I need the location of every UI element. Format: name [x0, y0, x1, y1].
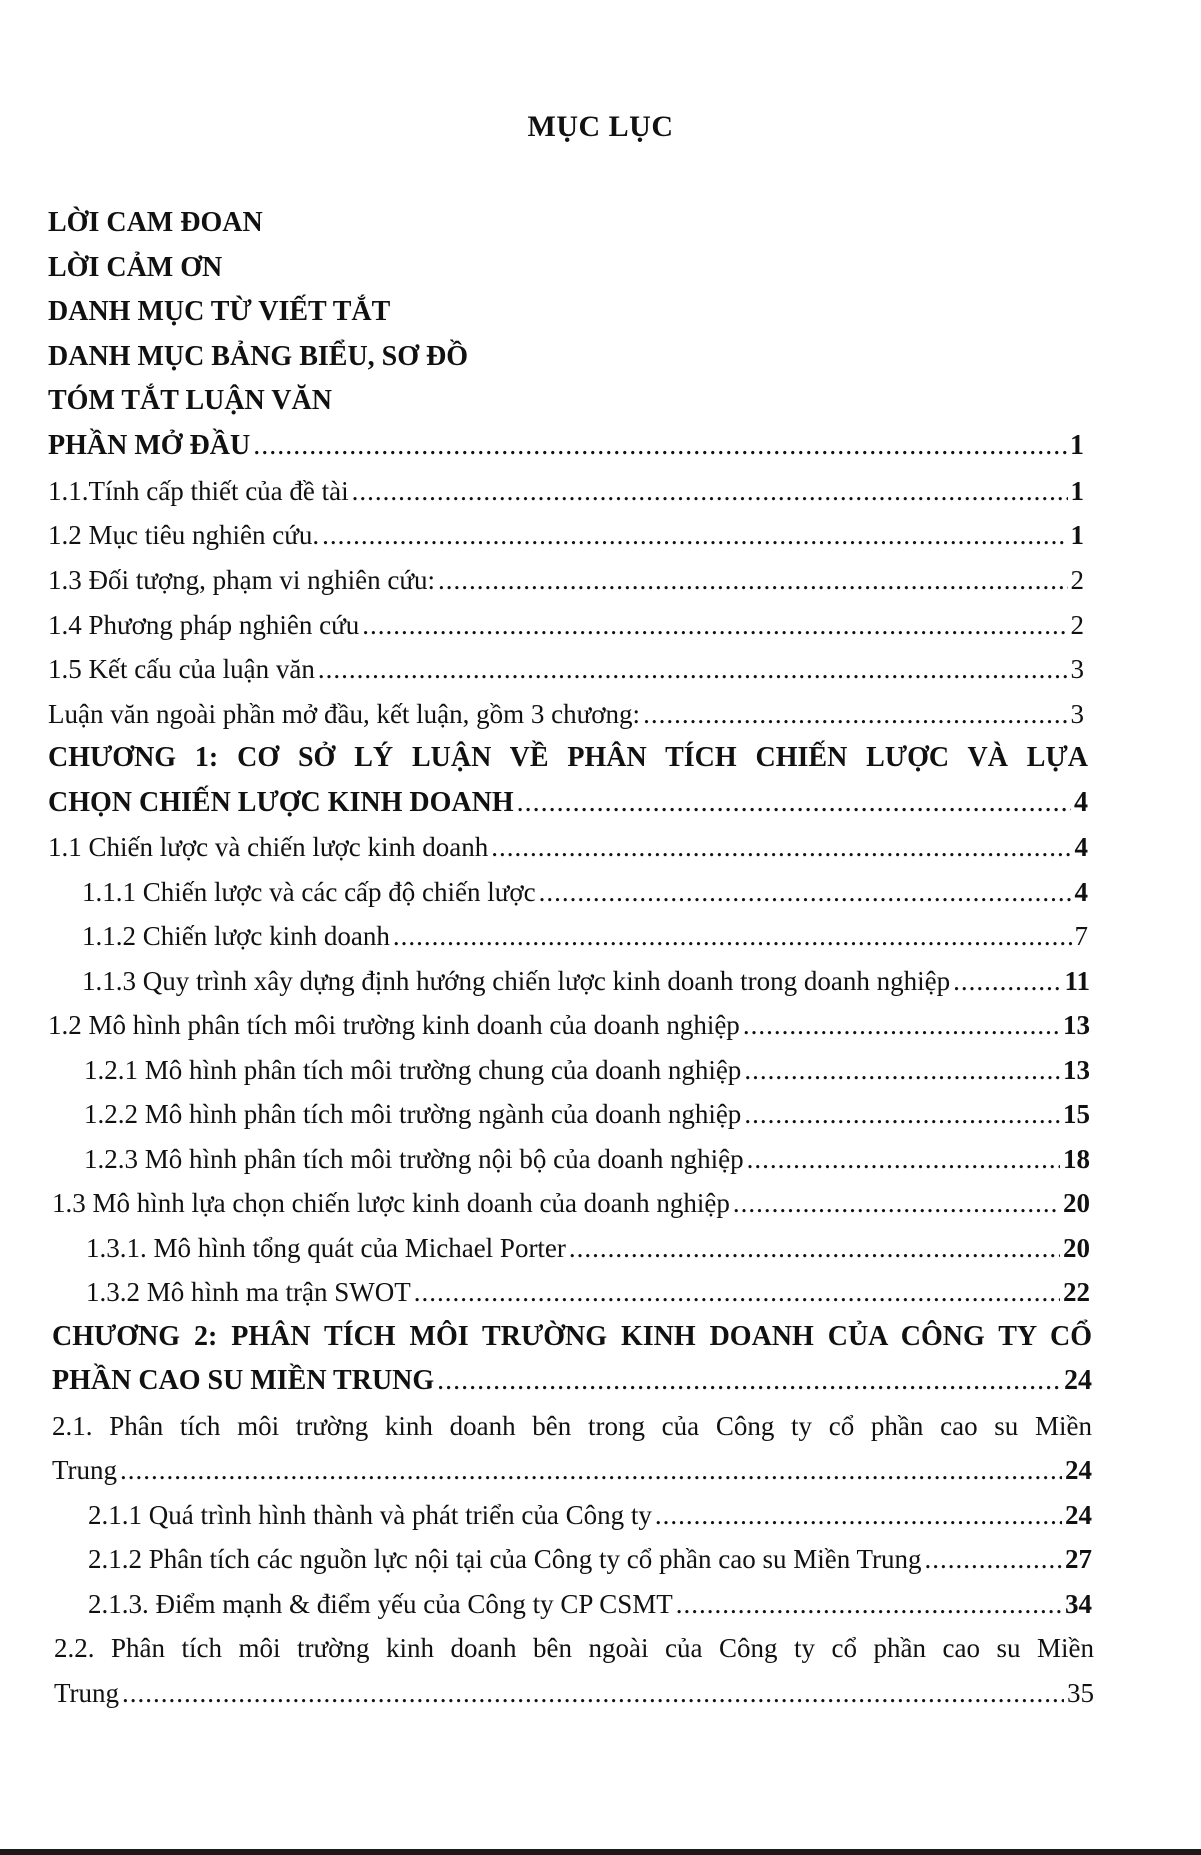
toc-entry-text: 1.3 Mô hình lựa chọn chiến lược kinh doanh của doanh nghiệp: [52, 1188, 730, 1218]
toc-entry-text: 1.3.2 Mô hình ma trận SWOT: [86, 1277, 411, 1307]
toc-entry-1-3-1[interactable]: [86, 1230, 1090, 1266]
toc-entry-1-4[interactable]: [48, 607, 1084, 643]
toc-entry-2-1-cont[interactable]: [52, 1452, 1092, 1488]
toc-entry-text: 1.2 Mục tiêu nghiên cứu.: [48, 520, 320, 550]
toc-page-number: 15: [1063, 1099, 1090, 1129]
toc-entry-text: TÓM TẮT LUẬN VĂN: [48, 385, 332, 416]
toc-entry-1-5[interactable]: [48, 651, 1084, 687]
toc-entry-text: PHẦN MỞ ĐẦU: [48, 430, 251, 461]
toc-entry-text: 1.1 Chiến lược và chiến lược kinh doanh: [48, 832, 489, 862]
toc-leader-dots: [414, 1274, 1060, 1310]
toc-entry-text: 1.3 Đối tượng, phạm vi nghiên cứu:: [48, 565, 436, 595]
toc-entry-loi-cam-doan[interactable]: [48, 205, 263, 241]
toc-leader-dots: [318, 651, 1068, 687]
toc-chapter-2-heading-cont[interactable]: [52, 1363, 1092, 1399]
toc-entry-text: LỜI CẢM ƠN: [48, 252, 223, 283]
toc-entry-1-2-3[interactable]: [84, 1141, 1090, 1177]
toc-entry-1-2-2[interactable]: [84, 1096, 1090, 1132]
toc-leader-dots: [655, 1497, 1062, 1533]
toc-leader-dots: [953, 963, 1061, 999]
toc-leader-dots: [120, 1452, 1062, 1488]
toc-leader-dots: [253, 428, 1067, 464]
toc-leader-dots: [747, 1141, 1060, 1177]
toc-entry-2-1-2[interactable]: [88, 1541, 1092, 1577]
toc-leader-dots: [925, 1541, 1062, 1577]
toc-page-number: 27: [1065, 1544, 1092, 1574]
toc-page-number: 1: [1070, 430, 1084, 461]
toc-entry-text: 2.1.3. Điểm mạnh & điểm yếu của Công ty CP CSMT: [88, 1589, 673, 1619]
toc-leader-dots: [393, 918, 1072, 954]
toc-entry-1-2-mo-hinh[interactable]: [48, 1007, 1090, 1043]
toc-page-number: 3: [1070, 654, 1084, 684]
toc-entry-2-2-cont[interactable]: [54, 1675, 1094, 1711]
toc-entry-text: DANH MỤC TỪ VIẾT TẮT: [48, 296, 391, 327]
toc-entry-text: 1.1.3 Quy trình xây dựng định hướng chiến lược kinh doanh trong doanh nghiệp: [82, 966, 951, 996]
toc-page-number: 20: [1063, 1233, 1090, 1263]
toc-entry-2-1-1[interactable]: [88, 1497, 1092, 1533]
toc-entry-text: Trung: [54, 1678, 120, 1708]
toc-entry-loi-cam-on[interactable]: [48, 250, 222, 286]
toc-page-number: 4: [1074, 787, 1088, 818]
toc-entry-1-3-2[interactable]: [86, 1274, 1090, 1310]
toc-leader-dots: [352, 473, 1068, 509]
toc-entry-1-1-3[interactable]: [82, 963, 1090, 999]
toc-page-number: 3: [1070, 699, 1084, 729]
toc-entry-text: 1.2 Mô hình phân tích môi trường kinh doanh của doanh nghiệp: [48, 1010, 740, 1040]
toc-entry-text: 1.5 Kết cấu của luận văn: [48, 654, 315, 684]
toc-entry-2-1-3[interactable]: [88, 1586, 1092, 1622]
toc-entry-phan-mo-dau[interactable]: [48, 428, 1084, 464]
toc-entry-text: 2.1. Phân tích môi trường kinh doanh bên trong của Công ty cổ phần cao su Miền: [52, 1411, 1092, 1441]
toc-entry-ket-cau-3-chuong[interactable]: [48, 696, 1084, 732]
toc-leader-dots: [744, 1096, 1060, 1132]
toc-entry-text: 2.1.2 Phân tích các nguồn lực nội tại của Công ty cổ phần cao su Miền Trung: [88, 1544, 922, 1574]
toc-entry-text: 1.2.1 Mô hình phân tích môi trường chung của doanh nghiệp: [84, 1055, 742, 1085]
toc-entry-text: 2.1.1 Quá trình hình thành và phát triển của Công ty: [88, 1500, 652, 1530]
toc-page-number: 24: [1064, 1365, 1092, 1396]
toc-entry-text: CHƯƠNG 1: CƠ SỞ LÝ LUẬN VỀ PHÂN TÍCH CHIẾN LƯỢC VÀ LỰA: [48, 742, 1088, 773]
toc-entry-tom-tat[interactable]: [48, 383, 332, 419]
toc-entry-text: LỜI CAM ĐOAN: [48, 207, 263, 238]
toc-chapter-1-heading-cont[interactable]: [48, 785, 1088, 821]
toc-entry-text: 1.1.Tính cấp thiết của đề tài: [48, 476, 349, 506]
toc-page-number: 4: [1074, 832, 1088, 862]
toc-page-number: 18: [1063, 1144, 1090, 1174]
toc-leader-dots: [733, 1185, 1060, 1221]
toc-page-number: 13: [1063, 1010, 1090, 1040]
toc-entry-text: CHƯƠNG 2: PHÂN TÍCH MÔI TRƯỜNG KINH DOANH CỦA CÔNG TY CỔ: [52, 1321, 1092, 1352]
toc-leader-dots: [743, 1007, 1060, 1043]
toc-page-number: 11: [1064, 966, 1090, 996]
toc-entry-1-1-chien-luoc[interactable]: [48, 829, 1088, 865]
toc-entry-1-2-1[interactable]: [84, 1052, 1090, 1088]
toc-entry-text: 1.3.1. Mô hình tổng quát của Michael Porter: [86, 1233, 566, 1263]
toc-entry-1-1[interactable]: [48, 473, 1084, 509]
toc-entry-2-2[interactable]: [54, 1630, 1094, 1666]
toc-entry-1-3-lua-chon[interactable]: [52, 1185, 1090, 1221]
toc-entry-1-1-2[interactable]: [82, 918, 1088, 954]
toc-page-number: 1: [1070, 520, 1084, 550]
toc-page-number: 34: [1065, 1589, 1092, 1619]
toc-page-number: 2: [1070, 565, 1084, 595]
toc-page-number: 22: [1063, 1277, 1090, 1307]
toc-entry-1-3[interactable]: [48, 562, 1084, 598]
toc-leader-dots: [437, 1363, 1061, 1399]
toc-leader-dots: [122, 1675, 1064, 1711]
toc-leader-dots: [322, 517, 1067, 553]
toc-entry-text: 1.4 Phương pháp nghiên cứu: [48, 610, 360, 640]
toc-leader-dots: [569, 1230, 1060, 1266]
toc-page-number: 1: [1070, 476, 1084, 506]
toc-entry-danh-muc-tu-viet-tat[interactable]: [48, 294, 390, 330]
toc-page-number: 24: [1065, 1500, 1092, 1530]
toc-leader-dots: [744, 1052, 1060, 1088]
toc-entry-text: DANH MỤC BẢNG BIỂU, SƠ ĐỒ: [48, 341, 469, 372]
page-title: MỤC LỤC: [527, 110, 674, 143]
toc-entry-danh-muc-bang-bieu[interactable]: [48, 339, 468, 375]
toc-entry-text: 1.1.2 Chiến lược kinh doanh: [82, 921, 390, 951]
toc-entry-text: Trung: [52, 1455, 118, 1485]
toc-leader-dots: [517, 785, 1071, 821]
toc-entry-text: 1.2.2 Mô hình phân tích môi trường ngành của doanh nghiệp: [84, 1099, 742, 1129]
toc-chapter-1-heading[interactable]: [48, 740, 1088, 776]
page-bottom-edge: [0, 1849, 1201, 1855]
toc-leader-dots: [643, 696, 1067, 732]
toc-page-number: 2: [1070, 610, 1084, 640]
toc-chapter-2-heading[interactable]: [52, 1319, 1092, 1355]
toc-page-number: 13: [1063, 1055, 1090, 1085]
toc-entry-text: Luận văn ngoài phần mở đầu, kết luận, gồm 3 chương:: [48, 699, 641, 729]
toc-entry-text: 1.1.1 Chiến lược và các cấp độ chiến lược: [82, 877, 536, 907]
toc-page-number: 7: [1074, 921, 1088, 951]
toc-page-number: 35: [1067, 1678, 1094, 1708]
toc-leader-dots: [438, 562, 1067, 598]
toc-leader-dots: [539, 874, 1072, 910]
toc-entry-text: CHỌN CHIẾN LƯỢC KINH DOANH: [48, 787, 514, 818]
toc-entry-2-1[interactable]: [52, 1408, 1092, 1444]
toc-entry-text: 2.2. Phân tích môi trường kinh doanh bên ngoài của Công ty cổ phần cao su Miền: [54, 1633, 1094, 1663]
toc-page-number: 24: [1065, 1455, 1092, 1485]
toc-entry-1-2[interactable]: [48, 517, 1084, 553]
toc-leader-dots: [491, 829, 1071, 865]
toc-entry-text: PHẦN CAO SU MIỀN TRUNG: [52, 1365, 435, 1396]
toc-entry-1-1-1[interactable]: [82, 874, 1088, 910]
toc-leader-dots: [362, 607, 1067, 643]
toc-entry-text: 1.2.3 Mô hình phân tích môi trường nội bộ của doanh nghiệp: [84, 1144, 744, 1174]
toc-leader-dots: [676, 1586, 1062, 1622]
toc-page-number: 20: [1063, 1188, 1090, 1218]
toc-page-number: 4: [1074, 877, 1088, 907]
